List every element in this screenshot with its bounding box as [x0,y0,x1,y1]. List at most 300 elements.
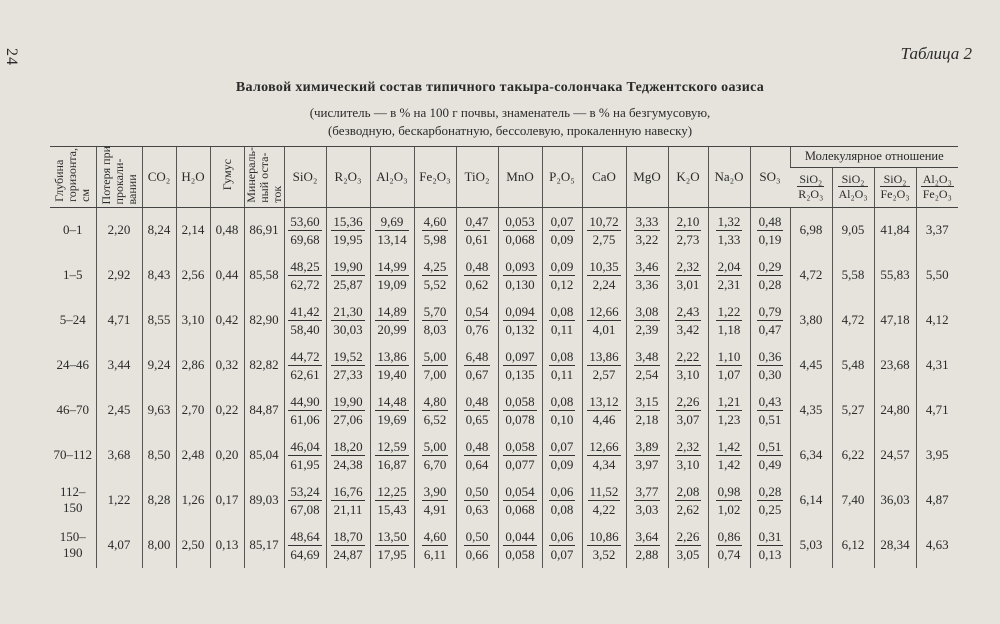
denominator: 1,18 [717,321,741,337]
denominator: 0,135 [505,366,535,382]
cell-humus: 0,42 [210,298,244,343]
cell-co2: 8,00 [142,523,176,568]
cell-co2: 8,28 [142,478,176,523]
cell-fraction [668,523,708,568]
numerator: 2,26 [676,528,700,544]
denominator: 24,38 [333,456,363,472]
cell-fraction [626,343,668,388]
header-loss: Потеря при прокали- вании [96,147,142,208]
numerator: 48,64 [290,528,320,544]
denominator: 2,24 [592,276,616,292]
ratio-numerator: SiO₂ [799,172,823,187]
numerator: 14,89 [377,303,407,319]
cell-fraction [750,343,790,388]
cell-fraction [284,523,326,568]
cell-fraction [626,253,668,298]
cell-depth: 150– 190 [59,529,86,561]
table-row [50,207,958,253]
denominator: 16,87 [377,456,407,472]
page-number: 24 [3,48,20,66]
cell-fraction [626,298,668,343]
numerator: 0,07 [550,213,574,229]
cell-fraction [284,253,326,298]
denominator: 5,52 [423,276,447,292]
cell-fraction [542,253,582,298]
cell-fraction [498,207,542,253]
cell-co2: 9,24 [142,343,176,388]
cell-fraction [498,478,542,523]
cell-fraction [582,253,626,298]
cell-fraction [284,298,326,343]
numerator: 0,08 [550,303,574,319]
denominator: 1,02 [717,501,741,517]
cell-ratio: 24,57 [874,433,916,478]
denominator: 2,75 [592,231,616,247]
header-h2o: H₂O [176,147,210,208]
numerator: 0,08 [550,393,574,409]
numerator: 12,25 [377,483,407,499]
numerator: 0,48 [465,438,489,454]
numerator: 0,47 [465,213,489,229]
denominator: 67,08 [290,501,320,517]
cell-co2: 9,63 [142,388,176,433]
cell-ratio: 9,05 [832,207,874,253]
numerator: 13,50 [377,528,407,544]
denominator: 13,14 [377,231,407,247]
cell-fraction [370,523,414,568]
header-al2o3: Al₂O₃ [370,147,414,208]
subtitle-line: (безводную, бескарбонатную, бессолевую, прокаленную навеску) [327,123,693,138]
cell-fraction [370,253,414,298]
numerator: 13,12 [589,393,619,409]
denominator: 3,07 [676,411,700,427]
header-tio2: TiO₂ [456,147,498,208]
ratio-numerator: SiO₂ [838,172,867,187]
chemical-composition-table [50,146,958,568]
denominator: 64,69 [290,546,320,562]
cell-depth: 24–46 [56,357,89,373]
cell-fraction [284,343,326,388]
header-na2o: Na₂O [708,147,750,208]
numerator: 10,86 [589,528,619,544]
numerator: 53,24 [290,483,320,499]
cell-fraction [582,523,626,568]
cell-fraction [542,433,582,478]
denominator: 0,49 [758,456,782,472]
header-ratio [790,167,832,207]
cell-ratio: 3,80 [790,298,832,343]
cell-mineral: 84,87 [244,388,284,433]
cell-fraction [542,298,582,343]
denominator: 0,11 [550,366,574,382]
table-row [50,253,958,298]
cell-fraction [414,478,456,523]
header-mno: MnO [498,147,542,208]
denominator: 0,068 [505,231,535,247]
cell-fraction [708,433,750,478]
denominator: 61,95 [290,456,320,472]
table-label: Таблица 2 [900,44,972,63]
cell-fraction [542,343,582,388]
numerator: 19,90 [333,393,363,409]
cell-ratio: 4,35 [790,388,832,433]
cell-ratio: 4,63 [916,523,958,568]
denominator: 0,30 [758,366,782,382]
denominator: 3,05 [676,546,700,562]
cell-fraction [370,343,414,388]
cell-fraction [456,343,498,388]
numerator: 3,15 [635,393,659,409]
cell-loss: 3,44 [96,343,142,388]
cell-ratio: 6,98 [790,207,832,253]
denominator: 0,19 [758,231,782,247]
cell-fraction [498,253,542,298]
header-depth: Глубина горизонта, см [50,147,96,208]
cell-ratio: 5,27 [832,388,874,433]
header-so3: SO₃ [750,147,790,208]
denominator: 0,077 [505,456,535,472]
denominator: 62,61 [290,366,320,382]
numerator: 6,48 [465,348,489,364]
cell-ratio: 5,58 [832,253,874,298]
numerator: 10,35 [589,258,619,274]
cell-fraction [750,207,790,253]
cell-fraction [668,388,708,433]
cell-ratio: 5,03 [790,523,832,568]
cell-ratio: 5,50 [916,253,958,298]
cell-fraction [542,207,582,253]
denominator: 6,52 [423,411,447,427]
cell-fraction [456,207,498,253]
numerator: 3,89 [635,438,659,454]
numerator: 2,08 [676,483,700,499]
denominator: 0,10 [550,411,574,427]
numerator: 3,46 [635,258,659,274]
cell-fraction [414,343,456,388]
cell-humus: 0,44 [210,253,244,298]
table-row [50,298,958,343]
cell-ratio: 47,18 [874,298,916,343]
cell-ratio: 55,83 [874,253,916,298]
header-humus: Гумус [210,147,244,208]
cell-fraction [370,478,414,523]
table-row [50,433,958,478]
cell-fraction [626,478,668,523]
numerator: 0,54 [465,303,489,319]
cell-fraction [708,298,750,343]
ratio-denominator: Al₂O₃ [838,187,868,202]
numerator: 44,90 [290,393,320,409]
denominator: 61,06 [290,411,320,427]
cell-fraction [708,207,750,253]
cell-ratio: 7,40 [832,478,874,523]
cell-fraction [326,433,370,478]
cell-fraction [284,478,326,523]
denominator: 4,91 [423,501,447,517]
cell-ratio: 3,95 [916,433,958,478]
denominator: 62,72 [290,276,320,292]
cell-fraction [582,433,626,478]
numerator: 14,48 [377,393,407,409]
numerator: 0,058 [505,393,535,409]
numerator: 0,054 [505,483,535,499]
denominator: 4,34 [592,456,616,472]
cell-fraction [326,388,370,433]
numerator: 0,06 [550,483,574,499]
denominator: 0,74 [717,546,741,562]
denominator: 4,46 [592,411,616,427]
denominator: 3,10 [676,366,700,382]
numerator: 4,25 [423,258,447,274]
cell-fraction [414,253,456,298]
cell-loss: 2,45 [96,388,142,433]
cell-humus: 0,32 [210,343,244,388]
cell-ratio: 23,68 [874,343,916,388]
denominator: 7,00 [423,366,447,382]
denominator: 2,57 [592,366,616,382]
cell-ratio: 6,34 [790,433,832,478]
cell-ratio: 41,84 [874,207,916,253]
numerator: 0,097 [505,348,535,364]
denominator: 0,058 [505,546,535,562]
header-co2: CO₂ [142,147,176,208]
numerator: 0,06 [550,528,574,544]
cell-fraction [626,433,668,478]
denominator: 1,23 [717,411,741,427]
denominator: 0,130 [505,276,535,292]
cell-co2: 8,43 [142,253,176,298]
numerator: 13,86 [589,348,619,364]
cell-ratio: 3,37 [916,207,958,253]
header-mineral: Минераль- ный оста- ток [244,147,284,208]
denominator: 19,40 [377,366,407,382]
cell-fraction [456,433,498,478]
numerator: 0,79 [758,303,782,319]
cell-co2: 8,55 [142,298,176,343]
cell-h2o: 2,70 [176,388,210,433]
cell-h2o: 3,10 [176,298,210,343]
cell-ratio: 36,03 [874,478,916,523]
cell-fraction [750,433,790,478]
denominator: 19,69 [377,411,407,427]
cell-ratio: 4,31 [916,343,958,388]
cell-ratio: 4,72 [790,253,832,298]
numerator: 18,20 [333,438,363,454]
cell-fraction [498,298,542,343]
denominator: 2,31 [717,276,741,292]
cell-fraction [668,343,708,388]
numerator: 3,90 [423,483,447,499]
denominator: 0,25 [758,501,782,517]
header-p2o5: P₂O₅ [542,147,582,208]
denominator: 3,03 [635,501,659,517]
cell-fraction [626,388,668,433]
cell-fraction [708,343,750,388]
cell-ratio: 4,45 [790,343,832,388]
numerator: 4,80 [423,393,447,409]
table-row [50,478,958,523]
numerator: 2,43 [676,303,700,319]
denominator: 58,40 [290,321,320,337]
cell-ratio: 4,87 [916,478,958,523]
denominator: 2,54 [635,366,659,382]
cell-mineral: 85,04 [244,433,284,478]
cell-fraction [498,388,542,433]
cell-co2: 8,24 [142,207,176,253]
denominator: 1,42 [717,456,741,472]
cell-depth: 46–70 [56,402,89,418]
cell-fraction [708,253,750,298]
cell-humus: 0,22 [210,388,244,433]
numerator: 0,28 [758,483,782,499]
header-fe2o3: Fe₂O₃ [414,147,456,208]
denominator: 0,64 [465,456,489,472]
denominator: 19,95 [333,231,363,247]
denominator: 3,97 [635,456,659,472]
numerator: 2,22 [676,348,700,364]
cell-loss: 2,20 [96,207,142,253]
cell-fraction [582,298,626,343]
cell-loss: 2,92 [96,253,142,298]
cell-ratio: 24,80 [874,388,916,433]
numerator: 53,60 [290,213,320,229]
header-r2o3: R₂O₃ [326,147,370,208]
cell-fraction [668,253,708,298]
numerator: 0,044 [505,528,535,544]
cell-fraction [582,478,626,523]
cell-h2o: 2,14 [176,207,210,253]
cell-fraction [326,343,370,388]
cell-fraction [498,343,542,388]
numerator: 4,60 [423,528,447,544]
numerator: 2,32 [676,438,700,454]
denominator: 3,52 [592,546,616,562]
cell-ratio: 4,12 [916,298,958,343]
table-row [50,343,958,388]
cell-fraction [708,523,750,568]
cell-fraction [284,388,326,433]
numerator: 0,98 [717,483,741,499]
numerator: 3,77 [635,483,659,499]
denominator: 0,132 [505,321,535,337]
numerator: 41,42 [290,303,320,319]
cell-fraction [750,523,790,568]
numerator: 1,22 [717,303,741,319]
numerator: 0,43 [758,393,782,409]
denominator: 4,22 [592,501,616,517]
denominator: 3,10 [676,456,700,472]
numerator: 14,99 [377,258,407,274]
numerator: 16,76 [333,483,363,499]
cell-fraction [370,298,414,343]
cell-fraction [708,478,750,523]
numerator: 5,00 [423,438,447,454]
cell-mineral: 82,90 [244,298,284,343]
numerator: 0,08 [550,348,574,364]
header-ratio [916,167,958,207]
denominator: 0,28 [758,276,782,292]
cell-fraction [582,207,626,253]
cell-fraction [456,298,498,343]
ratio-numerator: SiO₂ [880,172,909,187]
cell-fraction [414,523,456,568]
table-row [50,523,958,568]
denominator: 27,06 [333,411,363,427]
cell-fraction [326,298,370,343]
numerator: 21,30 [333,303,363,319]
numerator: 12,66 [589,438,619,454]
cell-ratio: 5,48 [832,343,874,388]
numerator: 1,42 [717,438,741,454]
cell-co2: 8,50 [142,433,176,478]
numerator: 0,48 [465,258,489,274]
numerator: 18,70 [333,528,363,544]
cell-fraction [750,253,790,298]
cell-mineral: 85,58 [244,253,284,298]
numerator: 44,72 [290,348,320,364]
numerator: 46,04 [290,438,320,454]
denominator: 0,068 [505,501,535,517]
denominator: 0,09 [550,231,574,247]
cell-fraction [284,433,326,478]
cell-fraction [750,388,790,433]
numerator: 5,70 [423,303,447,319]
denominator: 0,07 [550,546,574,562]
cell-ratio: 4,71 [916,388,958,433]
numerator: 19,52 [333,348,363,364]
denominator: 19,09 [377,276,407,292]
header-k2o: K₂O [668,147,708,208]
denominator: 0,08 [550,501,574,517]
cell-fraction [414,433,456,478]
denominator: 2,18 [635,411,659,427]
cell-h2o: 2,56 [176,253,210,298]
denominator: 0,65 [465,411,489,427]
denominator: 0,13 [758,546,782,562]
cell-fraction [326,253,370,298]
numerator: 0,36 [758,348,782,364]
denominator: 30,03 [333,321,363,337]
cell-fraction [326,207,370,253]
cell-ratio: 28,34 [874,523,916,568]
numerator: 0,48 [465,393,489,409]
numerator: 15,36 [333,213,363,229]
cell-fraction [456,253,498,298]
numerator: 0,058 [505,438,535,454]
table-row [50,388,958,433]
numerator: 0,053 [505,213,535,229]
numerator: 2,26 [676,393,700,409]
header-cao: CaO [582,147,626,208]
cell-fraction [542,388,582,433]
numerator: 5,00 [423,348,447,364]
denominator: 69,68 [290,231,320,247]
denominator: 0,63 [465,501,489,517]
cell-h2o: 2,48 [176,433,210,478]
cell-mineral: 85,17 [244,523,284,568]
numerator: 11,52 [589,483,619,499]
cell-depth: 1–5 [63,267,83,283]
denominator: 1,07 [717,366,741,382]
numerator: 0,50 [465,528,489,544]
cell-fraction [668,298,708,343]
denominator: 20,99 [377,321,407,337]
numerator: 0,09 [550,258,574,274]
numerator: 0,86 [717,528,741,544]
cell-ratio: 6,14 [790,478,832,523]
cell-fraction [414,207,456,253]
cell-fraction [498,433,542,478]
